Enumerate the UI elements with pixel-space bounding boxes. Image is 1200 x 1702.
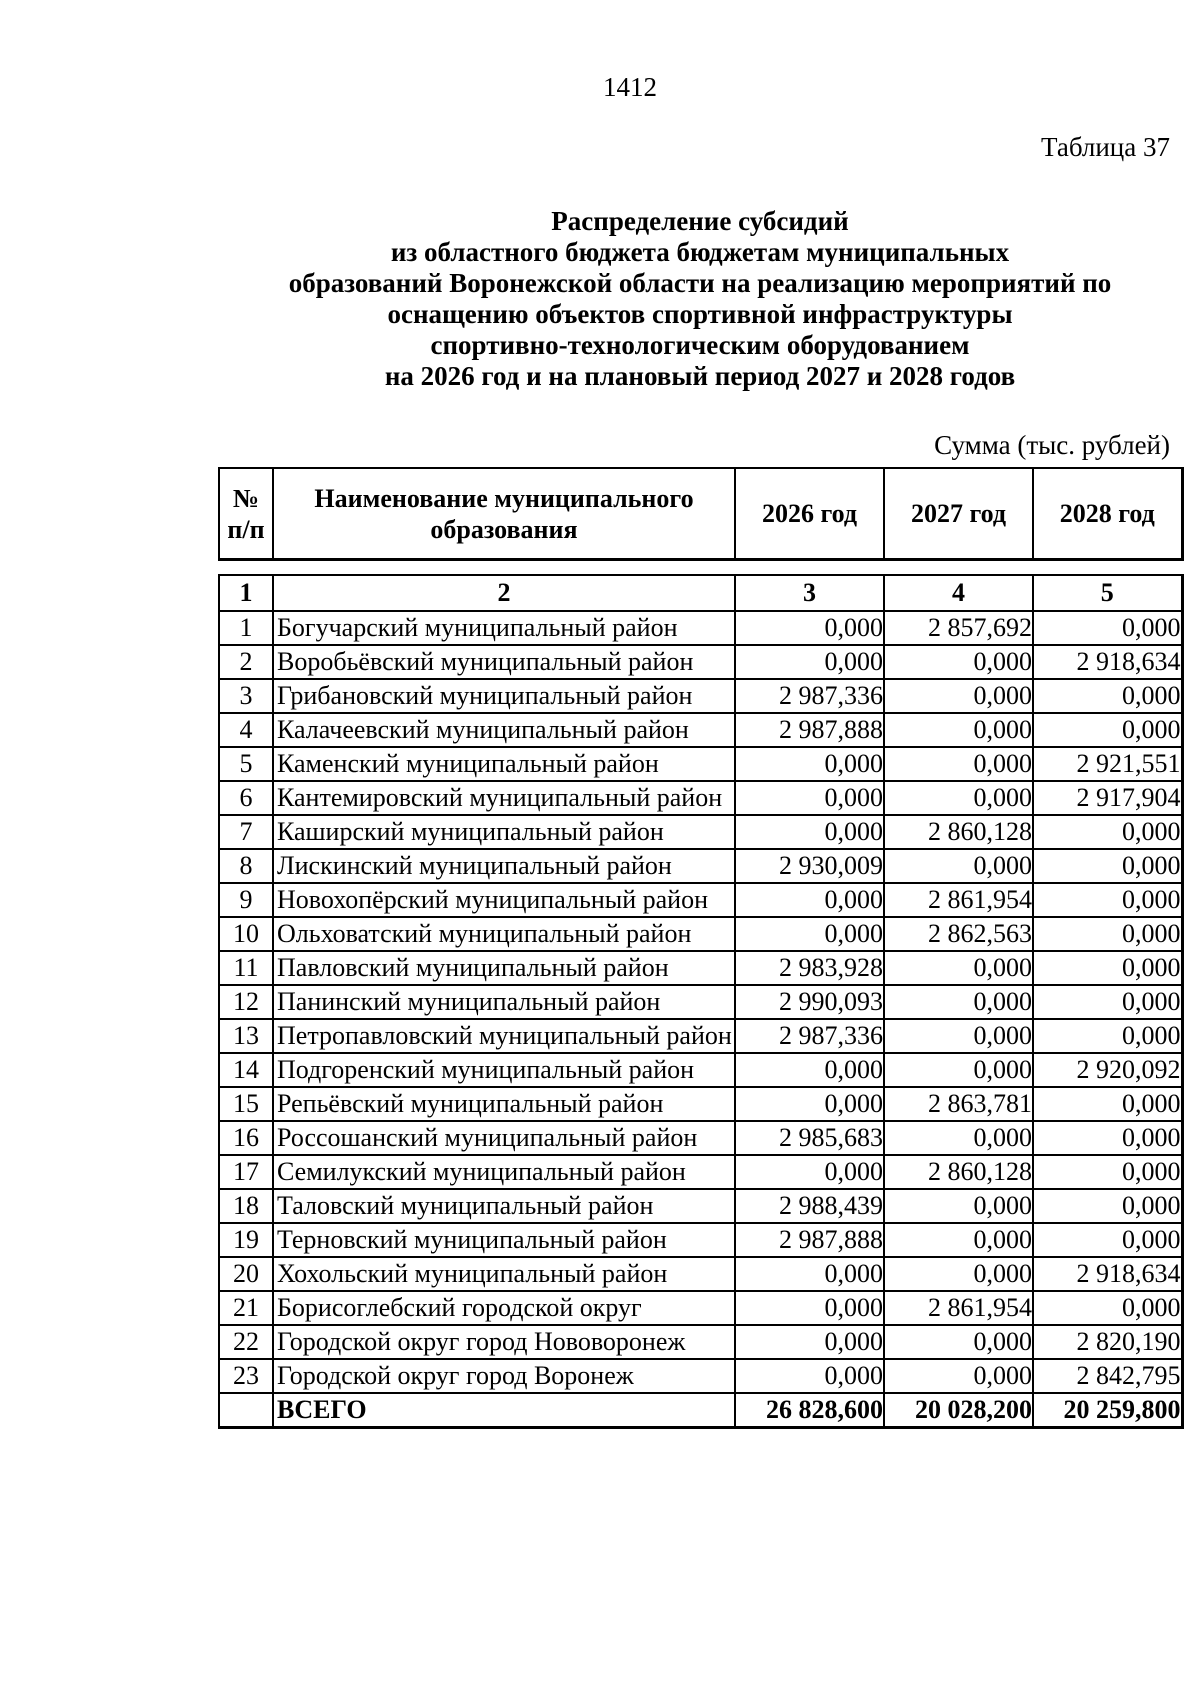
value-2028: 0,000: [1033, 1121, 1182, 1155]
value-2028: 2 920,092: [1033, 1053, 1182, 1087]
value-2026: 2 987,336: [735, 1019, 884, 1053]
page-number: 1412: [603, 72, 657, 102]
municipality-name: Панинский муниципальный район: [273, 985, 735, 1019]
row-number: 12: [219, 985, 273, 1019]
value-2026: 0,000: [735, 611, 884, 645]
document-title: [220, 206, 1180, 392]
value-2026: 0,000: [735, 1291, 884, 1325]
value-2027: 0,000: [884, 713, 1033, 747]
value-2028: 0,000: [1033, 1019, 1182, 1053]
value-2028: 0,000: [1033, 849, 1182, 883]
title-line: Распределение субсидий: [551, 206, 849, 236]
value-2028: 0,000: [1033, 1291, 1182, 1325]
column-numbers-row: [219, 575, 1182, 611]
value-2027: 2 861,954: [884, 1291, 1033, 1325]
row-number: 9: [219, 883, 273, 917]
value-2027: 0,000: [884, 1359, 1033, 1393]
header-2027: 2027 год: [884, 468, 1033, 560]
table-row: [219, 1257, 1182, 1291]
total-2026: 26 828,600: [735, 1393, 884, 1428]
row-number: 5: [219, 747, 273, 781]
column-number: 4: [884, 575, 1033, 611]
value-2028: 2 921,551: [1033, 747, 1182, 781]
table-row: [219, 713, 1182, 747]
row-number: 7: [219, 815, 273, 849]
table-header: [218, 467, 1184, 561]
table-row: [219, 1155, 1182, 1189]
value-2027: 0,000: [884, 985, 1033, 1019]
table-row: [219, 679, 1182, 713]
municipality-name: Городской округ город Воронеж: [273, 1359, 735, 1393]
row-number: 4: [219, 713, 273, 747]
municipality-name: Россошанский муниципальный район: [273, 1121, 735, 1155]
table-row: [219, 611, 1182, 645]
total-2028: 20 259,800: [1033, 1393, 1182, 1428]
value-2027: 0,000: [884, 1189, 1033, 1223]
value-2026: 2 983,928: [735, 951, 884, 985]
municipality-name: Новохопёрский муниципальный район: [273, 883, 735, 917]
row-number: 1: [219, 611, 273, 645]
value-2027: 0,000: [884, 645, 1033, 679]
municipality-name: Богучарский муниципальный район: [273, 611, 735, 645]
row-number: 8: [219, 849, 273, 883]
municipality-name: Павловский муниципальный район: [273, 951, 735, 985]
value-2026: 0,000: [735, 917, 884, 951]
municipality-name: Терновский муниципальный район: [273, 1223, 735, 1257]
value-2026: 2 985,683: [735, 1121, 884, 1155]
total-2027: 20 028,200: [884, 1393, 1033, 1428]
value-2026: 0,000: [735, 1053, 884, 1087]
title-line: спортивно-технологическим оборудованием: [430, 330, 970, 360]
table-row: [219, 1325, 1182, 1359]
table-row: [219, 849, 1182, 883]
row-number: 6: [219, 781, 273, 815]
municipality-name: Петропавловский муниципальный район: [273, 1019, 735, 1053]
header-2026: 2026 год: [735, 468, 884, 560]
row-number: 14: [219, 1053, 273, 1087]
value-2027: 0,000: [884, 747, 1033, 781]
value-2028: 0,000: [1033, 951, 1182, 985]
value-2027: 0,000: [884, 1257, 1033, 1291]
value-2027: 0,000: [884, 1325, 1033, 1359]
row-number: 16: [219, 1121, 273, 1155]
value-2028: 0,000: [1033, 611, 1182, 645]
municipality-name: Калачеевский муниципальный район: [273, 713, 735, 747]
value-2028: 2 918,634: [1033, 1257, 1182, 1291]
row-number: 21: [219, 1291, 273, 1325]
value-2027: 0,000: [884, 781, 1033, 815]
value-2027: 2 861,954: [884, 883, 1033, 917]
total-number-cell: [219, 1393, 273, 1428]
value-2026: 0,000: [735, 883, 884, 917]
row-number: 23: [219, 1359, 273, 1393]
header-name-line2: образования: [430, 514, 578, 544]
value-2026: 0,000: [735, 781, 884, 815]
table-row: [219, 1053, 1182, 1087]
value-2028: 2 917,904: [1033, 781, 1182, 815]
value-2027: 0,000: [884, 1019, 1033, 1053]
municipality-name: Подгоренский муниципальный район: [273, 1053, 735, 1087]
title-line: на 2026 год и на плановый период 2027 и 2028 годов: [384, 361, 1016, 391]
value-2027: 2 857,692: [884, 611, 1033, 645]
value-2027: 2 862,563: [884, 917, 1033, 951]
municipality-name: Ольховатский муниципальный район: [273, 917, 735, 951]
value-2028: 0,000: [1033, 883, 1182, 917]
header-number-line2: п/п: [227, 514, 265, 544]
table-row: [219, 1189, 1182, 1223]
column-number: 1: [219, 575, 273, 611]
municipality-name: Грибановский муниципальный район: [273, 679, 735, 713]
municipality-name: Таловский муниципальный район: [273, 1189, 735, 1223]
value-2028: 0,000: [1033, 1189, 1182, 1223]
municipality-name: Репьёвский муниципальный район: [273, 1087, 735, 1121]
column-number: 2: [273, 575, 735, 611]
value-2028: 0,000: [1033, 1155, 1182, 1189]
value-2027: 0,000: [884, 679, 1033, 713]
table-row: [219, 1291, 1182, 1325]
value-2026: 2 987,888: [735, 1223, 884, 1257]
municipality-name: Воробьёвский муниципальный район: [273, 645, 735, 679]
value-2026: 2 988,439: [735, 1189, 884, 1223]
value-2027: 0,000: [884, 1121, 1033, 1155]
value-2026: 2 987,336: [735, 679, 884, 713]
data-table: [218, 574, 1184, 1429]
value-2028: 2 820,190: [1033, 1325, 1182, 1359]
row-number: 15: [219, 1087, 273, 1121]
table-row: [219, 1087, 1182, 1121]
municipality-name: Каменский муниципальный район: [273, 747, 735, 781]
table-row: [219, 645, 1182, 679]
municipality-name: Городской округ город Нововоронеж: [273, 1325, 735, 1359]
header-2028: 2028 год: [1033, 468, 1182, 560]
value-2028: 0,000: [1033, 1087, 1182, 1121]
row-number: 20: [219, 1257, 273, 1291]
value-2026: 0,000: [735, 747, 884, 781]
row-number: 2: [219, 645, 273, 679]
row-number: 19: [219, 1223, 273, 1257]
table-label: Таблица 37: [1041, 132, 1170, 162]
units-label: Сумма (тыс. рублей): [934, 430, 1170, 460]
table-row: [219, 1019, 1182, 1053]
value-2026: 2 987,888: [735, 713, 884, 747]
value-2027: 2 860,128: [884, 1155, 1033, 1189]
value-2027: 0,000: [884, 1223, 1033, 1257]
municipality-name: Семилукский муниципальный район: [273, 1155, 735, 1189]
value-2026: 0,000: [735, 815, 884, 849]
header-number-line1: №: [232, 483, 260, 513]
title-line: оснащению объектов спортивной инфраструктуры: [387, 299, 1013, 329]
table-row: [219, 883, 1182, 917]
row-number: 18: [219, 1189, 273, 1223]
column-number: 3: [735, 575, 884, 611]
value-2028: 0,000: [1033, 815, 1182, 849]
title-line: из областного бюджета бюджетам муниципальных: [390, 237, 1010, 267]
column-number: 5: [1033, 575, 1182, 611]
table-row: [219, 1359, 1182, 1393]
value-2028: 2 918,634: [1033, 645, 1182, 679]
table-row: [219, 917, 1182, 951]
title-line: образований Воронежской области на реализацию мероприятий по: [288, 268, 1112, 298]
row-number: 3: [219, 679, 273, 713]
total-label: ВСЕГО: [273, 1393, 735, 1428]
row-number: 22: [219, 1325, 273, 1359]
table-row: [219, 985, 1182, 1019]
value-2028: 0,000: [1033, 917, 1182, 951]
value-2028: 0,000: [1033, 1223, 1182, 1257]
table-row: [219, 1121, 1182, 1155]
municipality-name: Борисоглебский городской округ: [273, 1291, 735, 1325]
table-row: [219, 747, 1182, 781]
value-2027: 0,000: [884, 1053, 1033, 1087]
value-2026: 0,000: [735, 1325, 884, 1359]
municipality-name: Хохольский муниципальный район: [273, 1257, 735, 1291]
value-2027: 2 863,781: [884, 1087, 1033, 1121]
municipality-name: Каширский муниципальный район: [273, 815, 735, 849]
value-2027: 0,000: [884, 951, 1033, 985]
table-row: [219, 781, 1182, 815]
table-row: [219, 815, 1182, 849]
municipality-name: Лискинский муниципальный район: [273, 849, 735, 883]
value-2026: 0,000: [735, 1359, 884, 1393]
header-name-line1: Наименование муниципального: [314, 483, 694, 513]
row-number: 13: [219, 1019, 273, 1053]
header-name: [273, 468, 735, 560]
value-2028: 0,000: [1033, 679, 1182, 713]
value-2026: 2 930,009: [735, 849, 884, 883]
table-row: [219, 1223, 1182, 1257]
municipality-name: Кантемировский муниципальный район: [273, 781, 735, 815]
value-2028: 0,000: [1033, 713, 1182, 747]
value-2028: 0,000: [1033, 985, 1182, 1019]
value-2026: 0,000: [735, 645, 884, 679]
row-number: 17: [219, 1155, 273, 1189]
table-row: [219, 951, 1182, 985]
total-row: [219, 1393, 1182, 1428]
value-2026: 0,000: [735, 1155, 884, 1189]
row-number: 11: [219, 951, 273, 985]
value-2027: 0,000: [884, 849, 1033, 883]
value-2026: 0,000: [735, 1087, 884, 1121]
value-2026: 0,000: [735, 1257, 884, 1291]
value-2026: 2 990,093: [735, 985, 884, 1019]
row-number: 10: [219, 917, 273, 951]
header-number: [219, 468, 273, 560]
value-2028: 2 842,795: [1033, 1359, 1182, 1393]
value-2027: 2 860,128: [884, 815, 1033, 849]
